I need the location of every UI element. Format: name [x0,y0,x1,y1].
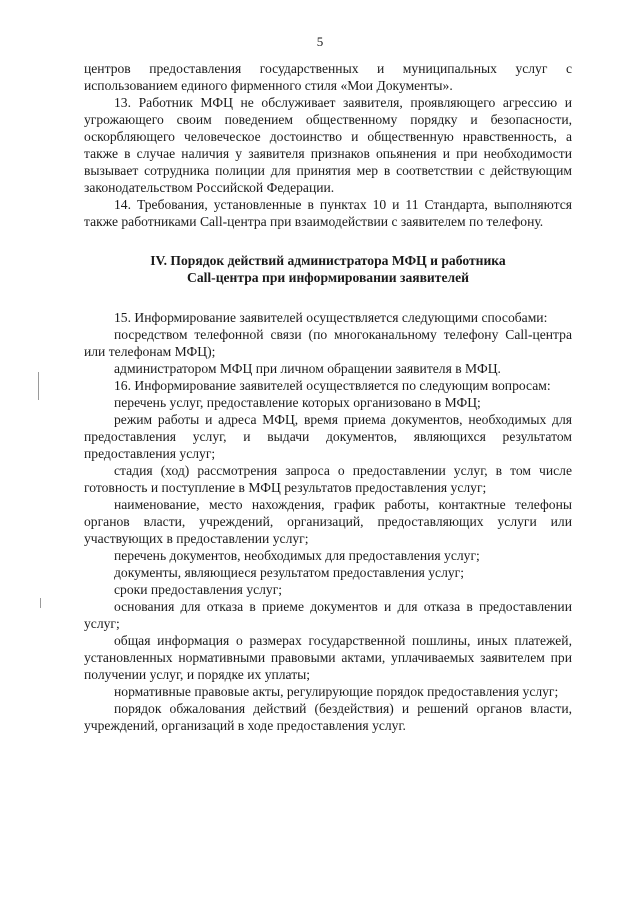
list-item: нормативные правовые акты, регулирующие порядок предоставления услуг; [114,684,559,699]
list-item: посредством телефонной связи (по многоканальному телефону Call-центра или телефонам МФЦ); [84,327,572,359]
list-item: сроки предоставления услуг; [114,582,283,597]
list-item: порядок обжалования действий (бездействия) и решений органов власти, учреждений, организаций в ходе предоставления услуг. [84,701,572,733]
list-item: перечень услуг, предоставление которых организовано в МФЦ; [114,395,481,410]
paragraph-16: 16. Информирование заявителей осуществляется по следующим вопросам: [114,378,551,393]
list-item: наименование, место нахождения, график работы, контактные телефоны органов власти, учреждений, организаций, предоставляющих услуги или участвующих в предоставлении услуг; [84,497,572,546]
section-heading-line-2: Call-центра при информировании заявителей [187,270,469,285]
list-item: документы, являющиеся результатом предоставления услуг; [114,565,465,580]
list-item: основания для отказа в приеме документов и для отказа в предоставлении услуг; [84,599,572,631]
list-item: перечень документов, необходимых для предоставления услуг; [114,548,480,563]
section-heading-line-1: IV. Порядок действий администратора МФЦ и работника [150,253,506,268]
list-item: режим работы и адреса МФЦ, время приема документов, необходимых для предоставления услуг, и выдачи документов, являющихся результатом предоставления услуг; [84,412,572,461]
paragraph-15: 15. Информирование заявителей осуществляется следующими способами: [114,310,548,325]
paragraph: центров предоставления государственных и муниципальных услуг с использованием единого фирменного стиля «Мои Документы». [84,61,572,93]
list-item: стадия (ход) рассмотрения запроса о предоставлении услуг, в том числе готовность и поступление в МФЦ результатов предоставления услуг; [84,463,572,495]
scan-margin-mark [40,598,41,608]
scan-margin-mark [38,372,39,400]
document-body [84,60,572,734]
section-heading [84,252,572,286]
paragraph-13: 13. Работник МФЦ не обслуживает заявителя, проявляющего агрессию и угрожающего своим поведением общественному порядку и безопасности, оскорбляющего человеческое достоинство и общественную нравственность, а также в случае наличия у заявителя признаков опьянения и при необходимости вызывает сотрудника полиции для принятия мер в соответствии с действующим законодательством Российской Федерации. [84,95,572,195]
list-item: общая информация о размерах государственной пошлины, иных платежей, установленных нормативными правовыми актами, уплачиваемых заявителем при получении услуг, и порядке их уплаты; [84,633,572,682]
page-number: 5 [316,34,324,49]
paragraph-14: 14. Требования, установленные в пунктах 10 и 11 Стандарта, выполняются также работниками Call-центра при взаимодействии с заявителем по телефону. [84,197,572,229]
list-item: администратором МФЦ при личном обращении заявителя в МФЦ. [114,361,501,376]
